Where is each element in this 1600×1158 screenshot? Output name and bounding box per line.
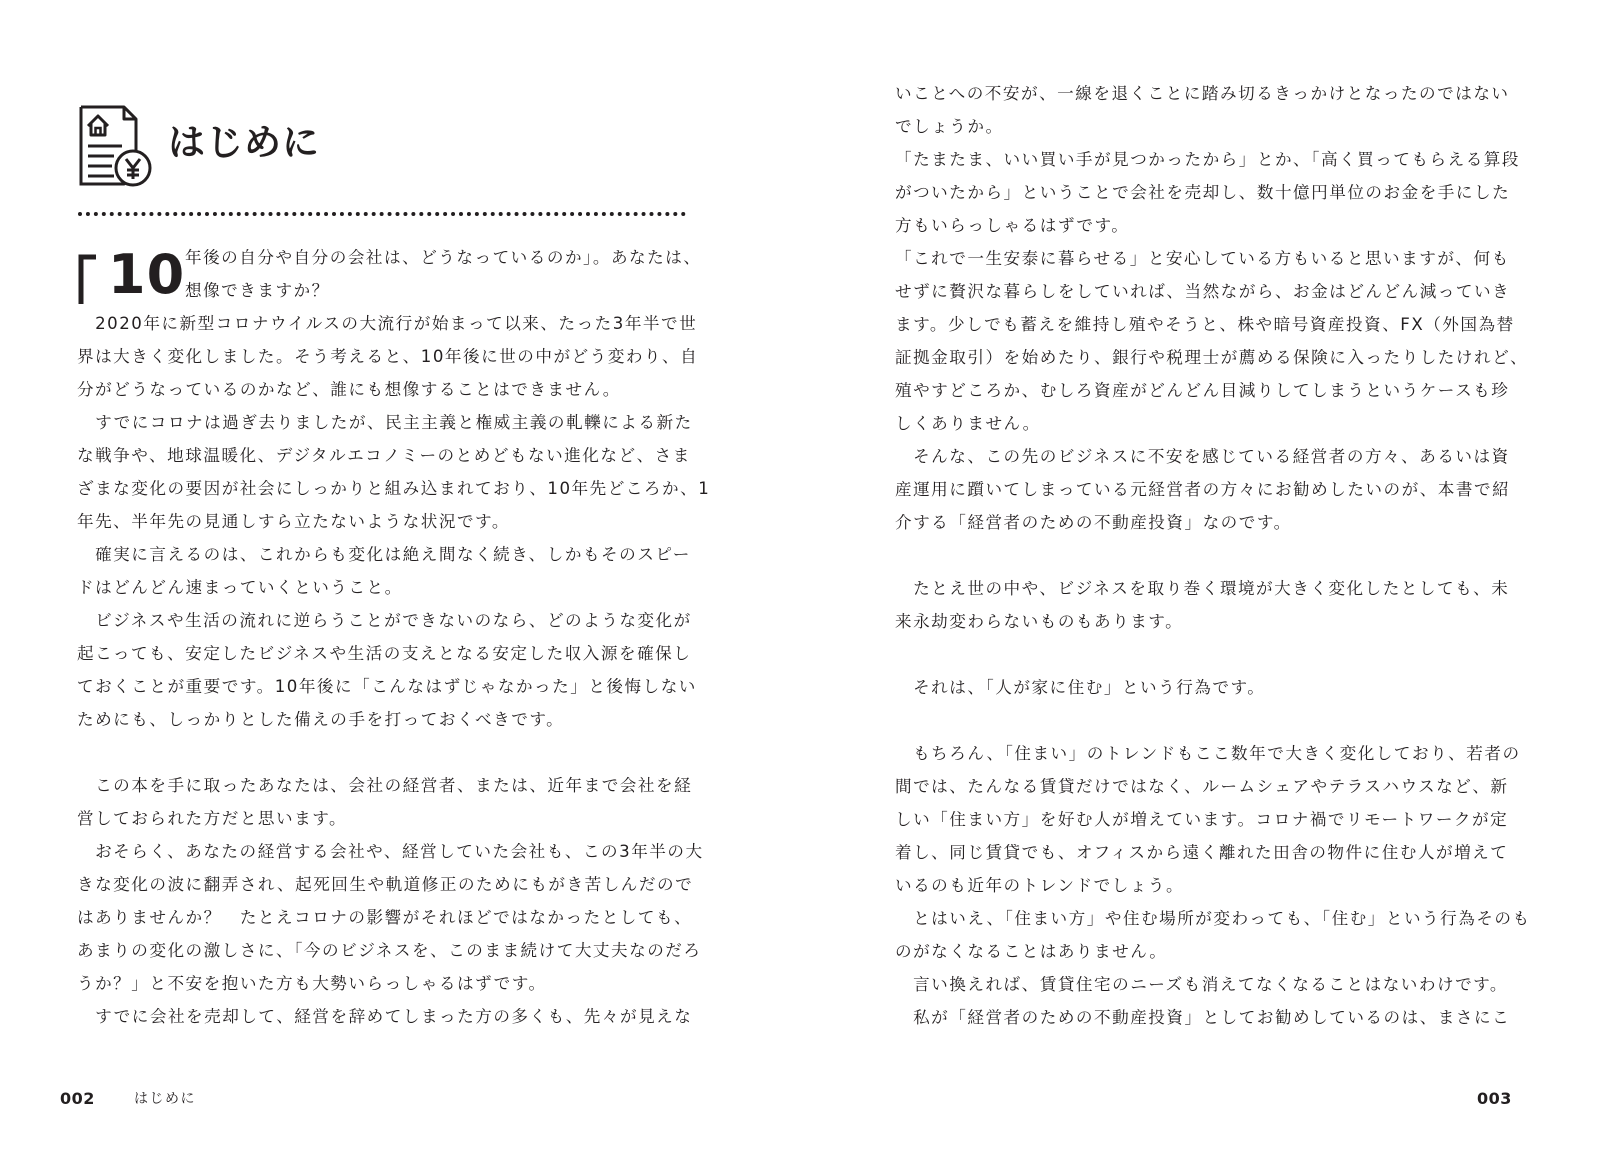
text-line: すでにコロナは過ぎ去りましたが、民主主義と権威主義の軋轢による新た xyxy=(77,413,693,432)
text-line: あまりの変化の激しさに、「今のビジネスを、このまま続けて大丈夫なのだろ xyxy=(77,941,702,960)
text-line: しい「住まい方」を好む人が増えています。コロナ禍でリモートワークが定 xyxy=(895,810,1509,829)
text-line: すでに会社を売却して、経営を辞めてしまった方の多くも、先々が見えな xyxy=(77,1007,693,1026)
drop-cap xyxy=(74,243,186,308)
text-line: せずに贅沢な暮らしをしていれば、当然ながら、お金はどんどん減っていき xyxy=(895,282,1511,301)
text-line: ためにも、しっかりとした備えの手を打っておくべきです。 xyxy=(77,710,565,729)
page-number-left: 002 xyxy=(60,1089,95,1108)
dotted-divider xyxy=(78,212,686,216)
text-line: な戦争や、地球温暖化、デジタルエコノミーのとめどもない進化など、さま xyxy=(77,446,691,465)
text-line: とはいえ、「住まい方」や住む場所が変わっても、「住む」という行為そのも xyxy=(895,909,1531,928)
text-line: 言い換えれば、賃貸住宅のニーズも消えてなくなることはないわけです。 xyxy=(895,975,1509,994)
text-line: のがなくなることはありません。 xyxy=(895,942,1168,961)
running-head: はじめに xyxy=(134,1091,196,1107)
text-line: いるのも近年のトレンドでしょう。 xyxy=(895,876,1185,895)
text-line: 確実に言えるのは、これからも変化は絶え間なく続き、しかもそのスピー xyxy=(77,545,691,564)
text-line: 起こっても、安定したビジネスや生活の支えとなる安定した収入源を確保し xyxy=(77,644,692,663)
text-line: おそらく、あなたの経営する会社や、経営していた会社も、この3年半の大 xyxy=(77,842,704,861)
text-line: 介する「経営者のための不動産投資」なのです。 xyxy=(895,513,1292,532)
page-number-right: 003 xyxy=(1477,1089,1512,1108)
drop-cap-number: 10 xyxy=(108,243,186,306)
text-line: 界は大きく変化しました。そう考えると、10年後に世の中がどう変わり、自 xyxy=(77,347,699,366)
right-page xyxy=(800,0,1600,1158)
text-line: 産運用に躓いてしまっている元経営者の方々にお勧めしたいのが、本書で紹 xyxy=(895,480,1511,499)
text-line: でしょうか。 xyxy=(895,117,1004,136)
text-line: この本を手に取ったあなたは、会社の経営者、または、近年まで会社を経 xyxy=(77,776,693,795)
text-line: ビジネスや生活の流れに逆らうことができないのなら、どのような変化が xyxy=(77,611,692,630)
text-line: がついたから」ということで会社を売却し、数十億円単位のお金を手にした xyxy=(895,183,1511,202)
text-line: 着し、同じ賃貸でも、オフィスから遠く離れた田舎の物件に住む人が増えて xyxy=(895,843,1509,862)
house-document-yen-icon xyxy=(78,104,154,190)
text-line: ざまな変化の要因が社会にしっかりと組み込まれており、10年先どころか、1 xyxy=(77,479,711,498)
text-line: 分がどうなっているのかなど、誰にも想像することはできません。 xyxy=(77,380,621,399)
text-line: うか？」と不安を抱いた方も大勢いらっしゃるはずです。 xyxy=(77,974,547,993)
opening-bracket-glyph xyxy=(78,254,98,304)
text-line: 営しておられた方だと思います。 xyxy=(77,809,348,828)
text-line: いことへの不安が、一線を退くことに踏み切るきっかけとなったのではない xyxy=(895,84,1510,103)
text-line: 殖やすどころか、むしろ資産がどんどん目減りしてしまうというケースも珍 xyxy=(895,381,1510,400)
text-line: たとえ世の中や、ビジネスを取り巻く環境が大きく変化したとしても、未 xyxy=(895,579,1510,598)
text-line: 「これで一生安泰に暮らせる」と安心している方もいると思いますが、何も xyxy=(895,249,1510,268)
text-line: しくありません。 xyxy=(895,414,1041,433)
text-line: そんな、この先のビジネスに不安を感じている経営者の方々、あるいは資 xyxy=(895,447,1510,466)
text-line: 私が「経営者のための不動産投資」としてお勧めしているのは、まさにこ xyxy=(895,1008,1511,1027)
text-line: 年後の自分や自分の会社は、どうなっているのか」。あなたは、 xyxy=(185,248,702,267)
text-line: ドはどんどん速まっていくということ。 xyxy=(77,578,403,597)
text-line: もちろん、「住まい」のトレンドもここ数年で大きく変化しており、若者の xyxy=(895,744,1521,763)
text-line: 間では、たんなる賃貸だけではなく、ルームシェアやテラスハウスなど、新 xyxy=(895,777,1509,796)
text-line: 来永劫変わらないものもあります。 xyxy=(895,612,1184,631)
text-line: 年先、半年先の見通しすら立たないような状況です。 xyxy=(77,512,510,531)
text-line: はありませんか？ たとえコロナの影響がそれほどではなかったとしても、 xyxy=(77,908,693,927)
chapter-title: はじめに xyxy=(168,121,320,164)
text-line: ます。少しでも蓄えを維持し殖やそうと、株や暗号資産投資、FX（外国為替 xyxy=(895,315,1515,334)
text-line: 「たまたま、いい買い手が見つかったから」とか、「高く買ってもらえる算段 xyxy=(895,150,1520,169)
text-line: それは、「人が家に住む」という行為です。 xyxy=(895,678,1266,697)
text-line: ておくことが重要です。10年後に「こんなはずじゃなかった」と後悔しない xyxy=(77,677,697,696)
text-line: 証拠金取引）を始めたり、銀行や税理士が薦める保険に入ったりしたけれど、 xyxy=(895,348,1529,367)
text-line: きな変化の波に翻弄され、起死回生や軌道修正のためにもがき苦しんだので xyxy=(77,875,694,894)
text-line: 想像できますか？ xyxy=(185,281,330,300)
text-line: 2020年に新型コロナウイルスの大流行が始まって以来、たった3年半で世 xyxy=(77,314,698,333)
text-line: 方もいらっしゃるはずです。 xyxy=(895,216,1130,235)
